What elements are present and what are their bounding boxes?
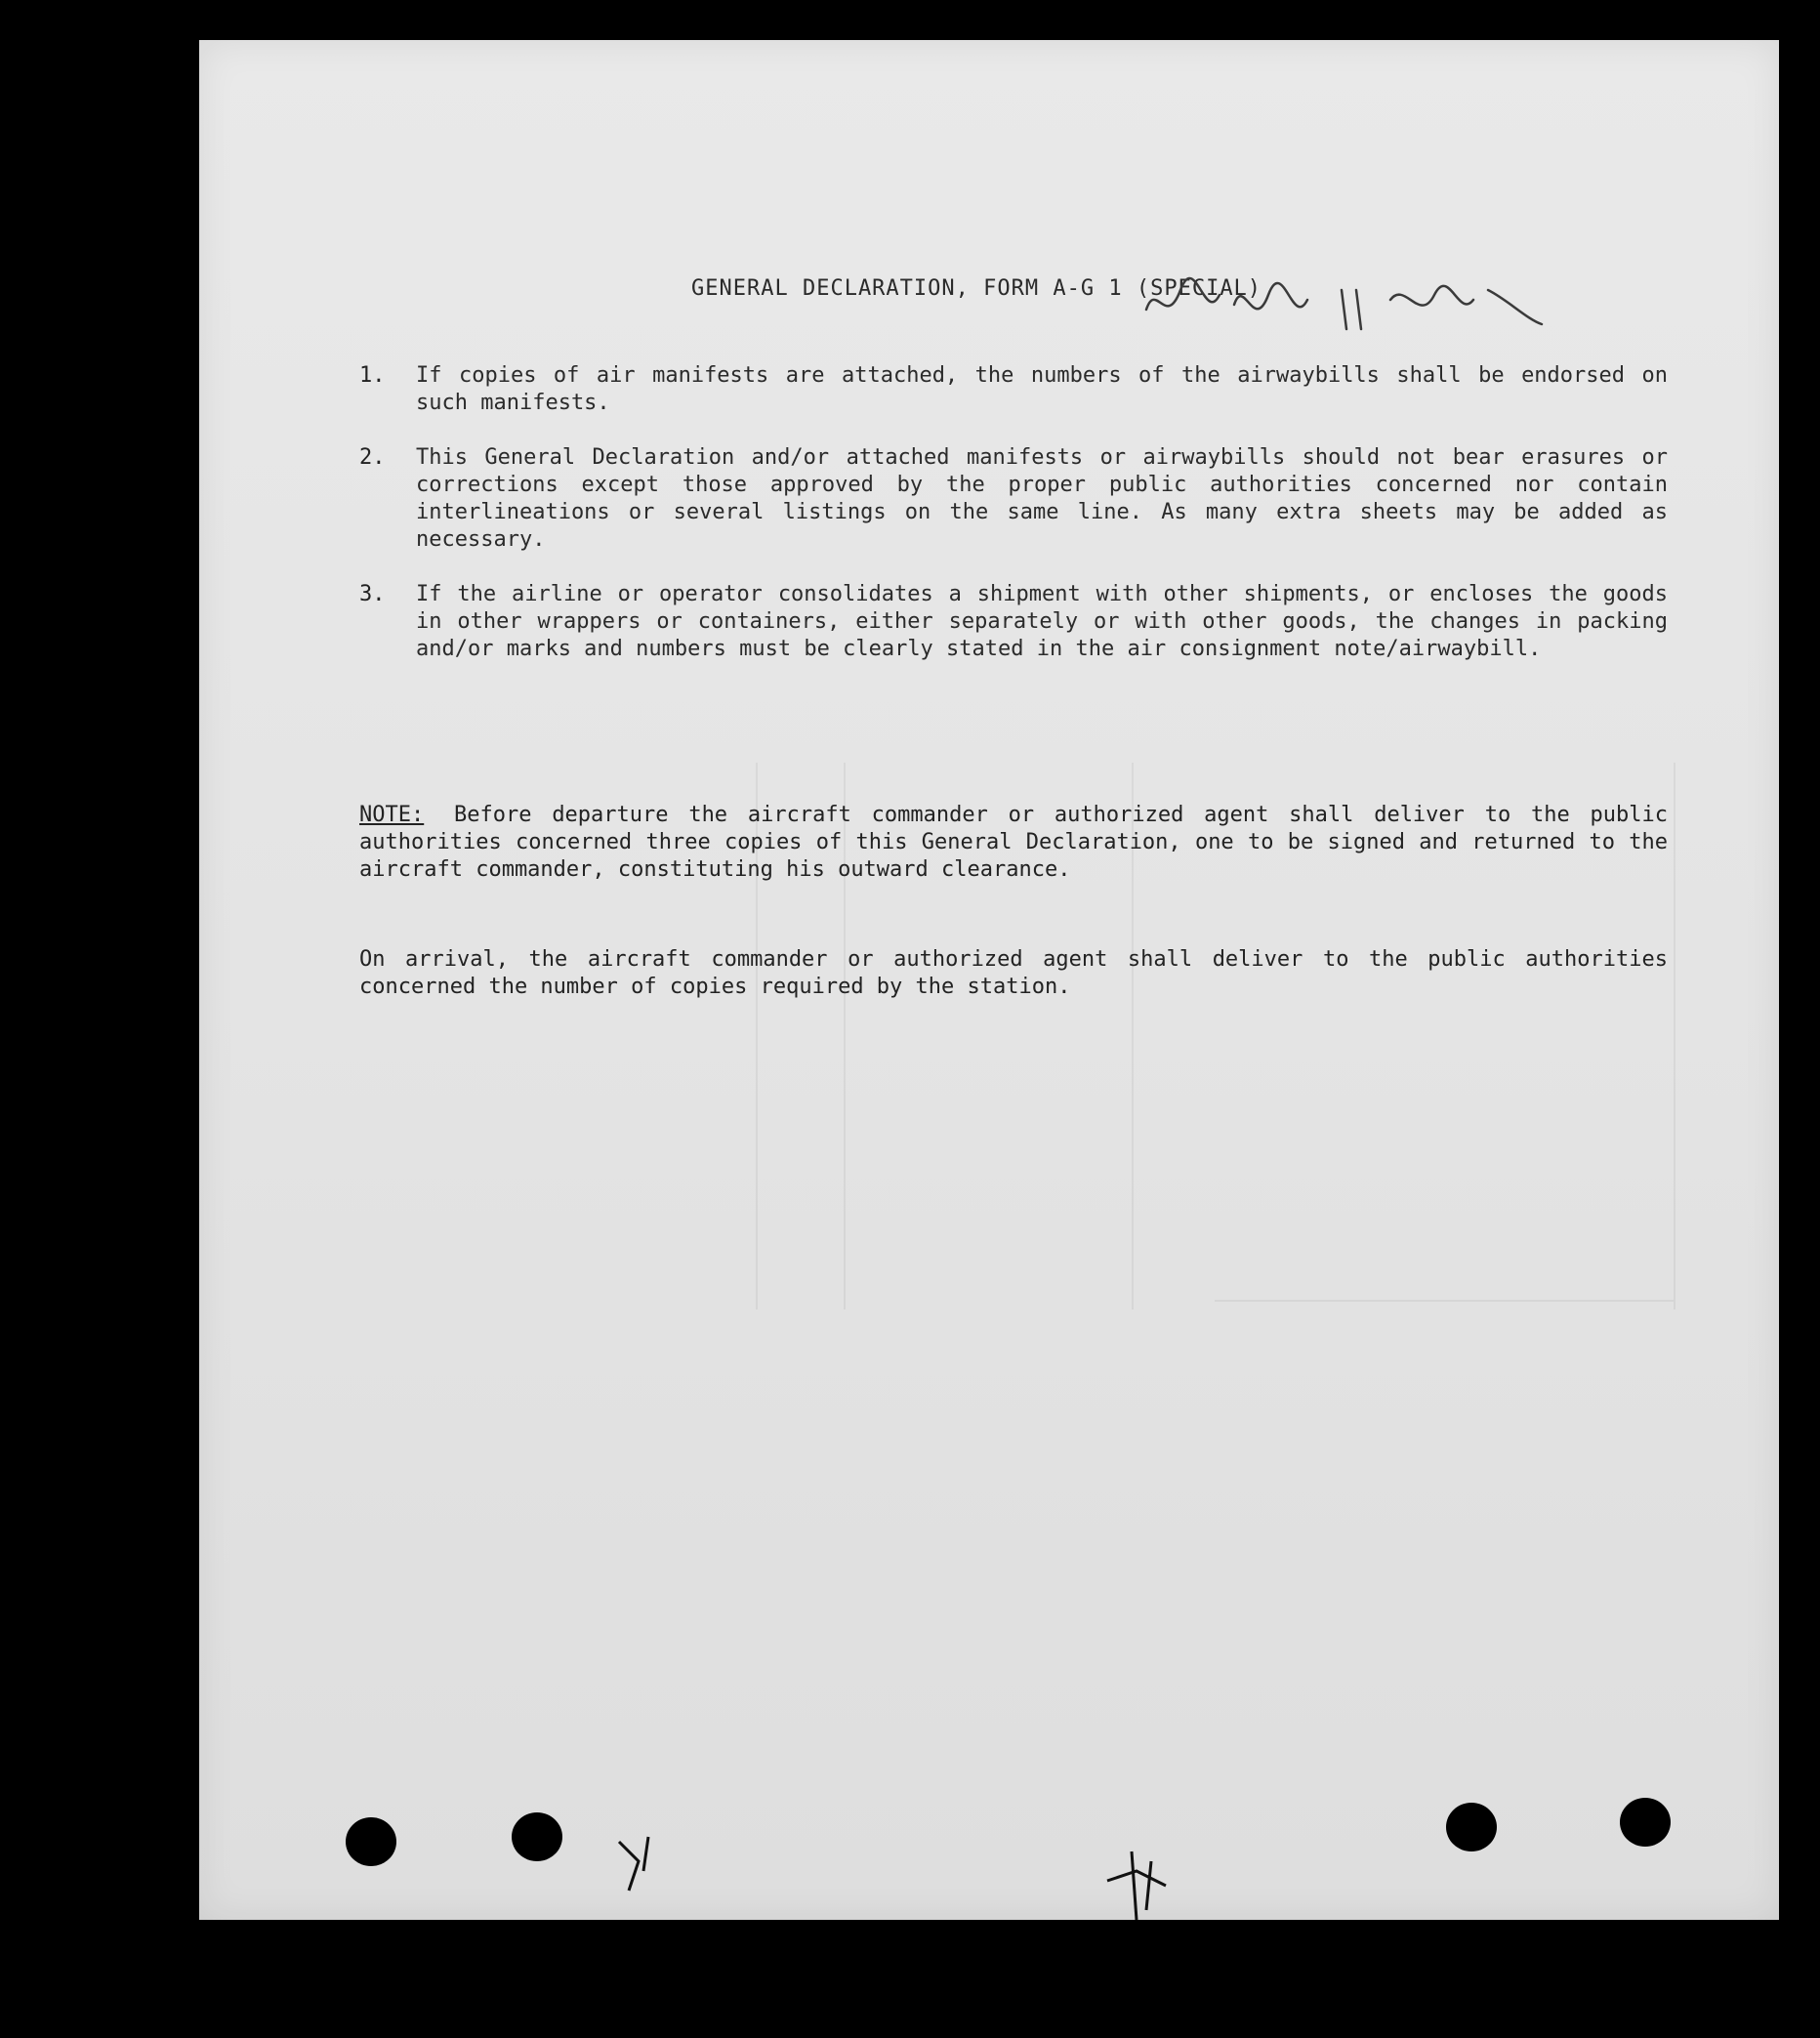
- arrival-paragraph: On arrival, the aircraft commander or authorized agent shall deliver to the public authorities concerned the number of copies required by the station.: [359, 947, 1668, 999]
- instruction-list: [359, 362, 1668, 690]
- item-text: This General Declaration and/or attached manifests or airwaybills should not bear erasures or corrections except those approved by the proper public authorities concerned nor contain interlineations or several listings on the same line. As many extra sheets may be added as necessary.: [416, 445, 1668, 552]
- staple-mark: [609, 1822, 687, 1910]
- list-item: [359, 444, 1668, 554]
- note-label: NOTE:: [359, 803, 425, 827]
- punch-hole: [346, 1817, 396, 1866]
- note-paragraph: [359, 802, 1668, 884]
- item-number: 2.: [359, 445, 386, 470]
- form-title: GENERAL DECLARATION, FORM A-G 1 (SPECIAL): [691, 276, 1262, 301]
- document-page: [199, 40, 1779, 1920]
- note-text: Before departure the aircraft commander or authorized agent shall deliver to the public authorities concerned three copies of this General Declaration, one to be signed and returned to the aircraft commander, constituting his outward clearance.: [359, 803, 1669, 882]
- ghost-rule: [1674, 763, 1675, 1310]
- item-text: If copies of air manifests are attached, the numbers of the airwaybills shall be endorsed on such manifests.: [416, 363, 1668, 415]
- item-number: 3.: [359, 582, 386, 606]
- item-text: If the airline or operator consolidates a shipment with other shipments, or encloses the goods in other wrappers or containers, either separately or with other goods, the changes in packing and/or marks and numbers must be clearly stated in the air consignment note/airwaybill.: [416, 582, 1668, 661]
- punch-hole: [1620, 1798, 1671, 1847]
- handwritten-annotation: [1137, 270, 1547, 339]
- item-number: 1.: [359, 363, 386, 388]
- list-item: [359, 362, 1668, 417]
- list-item: [359, 581, 1668, 663]
- staple-mark: [1097, 1842, 1176, 1930]
- punch-hole: [1446, 1803, 1497, 1851]
- ghost-rule: [1215, 1300, 1674, 1302]
- punch-hole: [512, 1812, 562, 1861]
